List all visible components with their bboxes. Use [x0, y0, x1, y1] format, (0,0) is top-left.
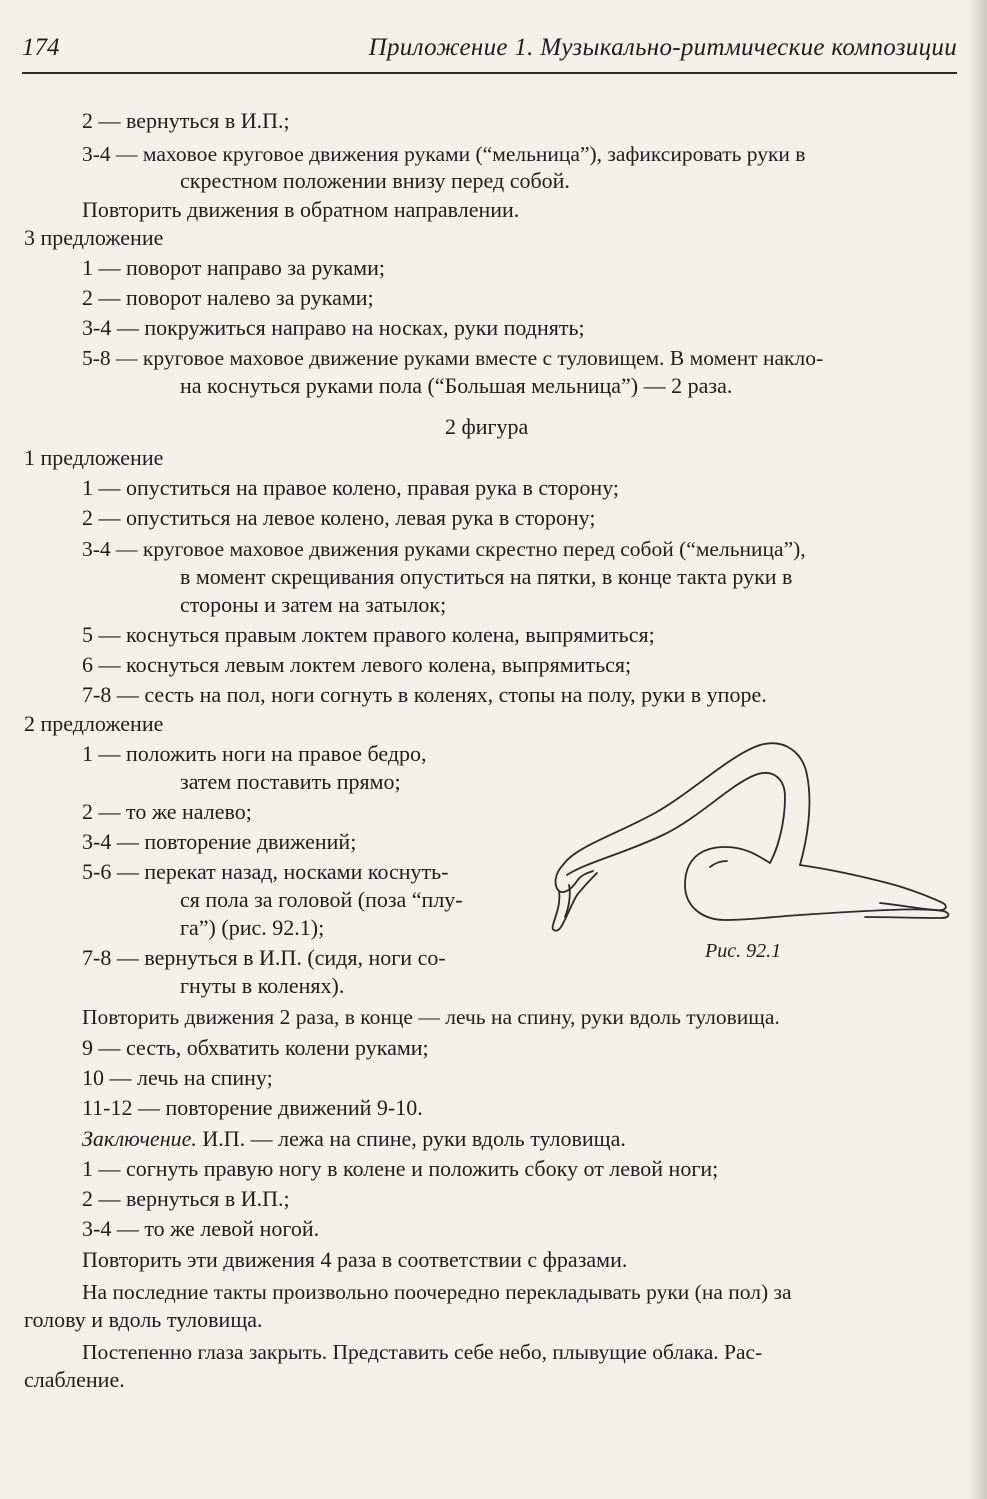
section-heading: 2 фигура: [445, 414, 529, 439]
text-line: 3-4 — то же левой ногой.: [82, 1216, 320, 1241]
plough-pose-illustration: [545, 735, 965, 935]
text-line: 3-4 — маховое круговое движения руками (“мельница”), зафиксировать руки в: [82, 142, 806, 166]
text-line: 1 — поворот направо за руками;: [82, 255, 385, 280]
text-line: 2 — поворот налево за руками;: [82, 285, 374, 310]
text-line: 11-12 — повторение движений 9-10.: [82, 1095, 423, 1120]
text-line: в момент скрещивания опуститься на пятки, в конце такта руки в: [180, 564, 793, 589]
text-line: Повторить эти движения 4 раза в соответствии с фразами.: [82, 1247, 628, 1272]
text-line: 1 — опуститься на правое колено, правая рука в сторону;: [82, 475, 620, 500]
conclusion-text: И.П. — лежа на спине, руки вдоль туловища.: [196, 1126, 626, 1151]
text-line: 3-4 — повторение движений;: [82, 829, 357, 854]
subsection-heading: 3 предложение: [24, 225, 164, 250]
text-line: 2 — вернуться в И.П.;: [82, 108, 290, 133]
text-line: 5-8 — круговое маховое движение руками вместе с туловищем. В момент накло-: [82, 346, 824, 370]
text-line: Повторить движения в обратном направлении.: [82, 197, 520, 222]
text-line: 6 — коснуться левым локтем левого колена, выпрямиться;: [82, 652, 632, 677]
text-line: 1 — положить ноги на правое бедро,: [82, 741, 427, 766]
text-line: [82, 1125, 626, 1153]
chapter-title: Приложение 1. Музыкально-ритмические композиции: [368, 34, 957, 61]
text-line: скрестном положении внизу перед собой.: [180, 168, 570, 193]
text-line: 1 — согнуть правую ногу в колене и положить сбоку от левой ноги;: [82, 1156, 719, 1181]
subsection-heading: 1 предложение: [24, 445, 164, 470]
text-line: 5-6 — перекат назад, носками коснуть-: [82, 859, 449, 884]
conclusion-label: Заключение.: [82, 1126, 197, 1151]
text-line: 2 — опуститься на левое колено, левая рука в сторону;: [82, 505, 596, 530]
text-line: 10 — лечь на спину;: [82, 1065, 273, 1090]
text-line: Постепенно глаза закрыть. Представить себе небо, плывущие облака. Рас-: [82, 1340, 763, 1364]
figure-caption: Рис. 92.1: [705, 940, 782, 962]
text-line: на коснуться руками пола (“Большая мельница”) — 2 раза.: [180, 373, 733, 398]
header-rule: [22, 72, 957, 74]
page-edge-shadow: [969, 0, 987, 1499]
text-line: ся пола за головой (поза “плу-: [180, 887, 463, 912]
running-header: [22, 34, 957, 78]
text-line: га”) (рис. 92.1);: [180, 915, 325, 940]
text-line: 7-8 — сесть на пол, ноги согнуть в коленях, стопы на полу, руки в упоре.: [82, 682, 767, 707]
text-line: На последние такты произвольно поочередно перекладывать руки (на пол) за: [82, 1280, 792, 1304]
subsection-heading: 2 предложение: [24, 711, 164, 736]
text-line: 3-4 — покружиться направо на носках, руки поднять;: [82, 315, 585, 340]
text-line: 5 — коснуться правым локтем правого колена, выпрямиться;: [82, 622, 655, 647]
text-line: Повторить движения 2 раза, в конце — лечь на спину, руки вдоль туловища.: [82, 1005, 780, 1029]
text-line: стороны и затем на затылок;: [180, 592, 447, 617]
text-line: 2 — то же налево;: [82, 799, 252, 824]
text-line: слабление.: [24, 1367, 125, 1392]
text-line: гнуты в коленях).: [180, 973, 345, 998]
text-line: затем поставить прямо;: [180, 769, 401, 794]
text-line: 7-8 — вернуться в И.П. (сидя, ноги со-: [82, 945, 446, 970]
text-line: 2 — вернуться в И.П.;: [82, 1186, 290, 1211]
text-line: 3-4 — круговое маховое движения руками скрестно перед собой (“мельница”),: [82, 537, 806, 561]
page-number: 174: [22, 34, 60, 61]
text-line: 9 — сесть, обхватить колени руками;: [82, 1035, 429, 1060]
text-line: голову и вдоль туловища.: [24, 1307, 263, 1332]
